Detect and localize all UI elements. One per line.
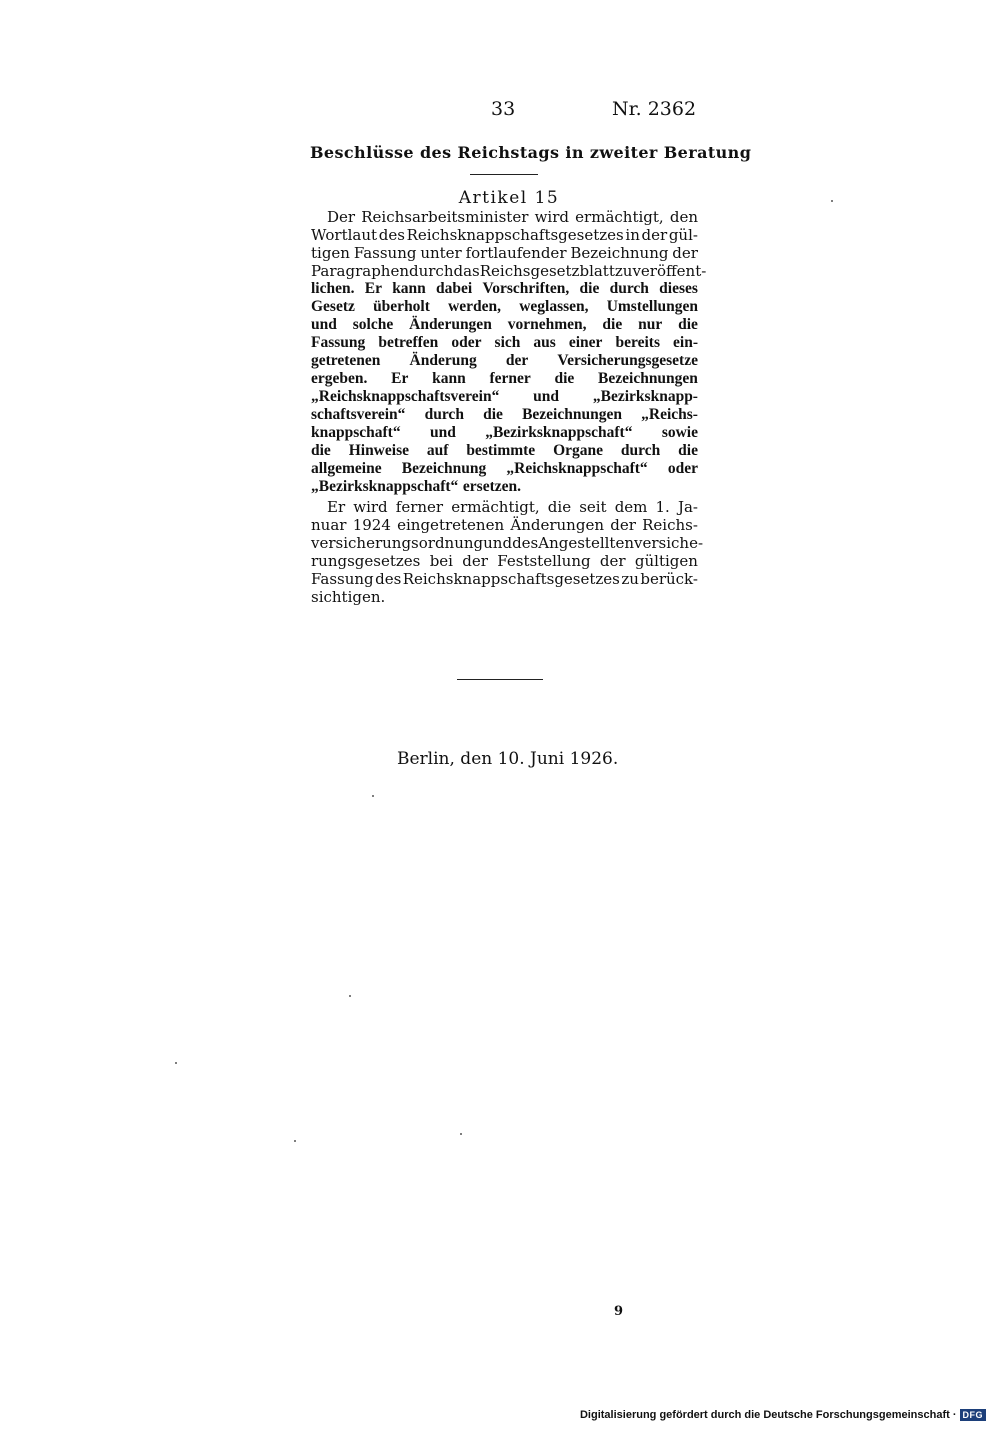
article-line: „Bezirksknappschaft“ ersetzen. (311, 478, 522, 495)
article-line: tigen Fassung unter fortlaufender Bezeichnung der (311, 244, 698, 262)
scan-speck (460, 1133, 462, 1135)
article-line: Fassung des Reichsknappschaftsgesetzes zu berück- (311, 570, 698, 588)
article-line: und solche Änderungen vornehmen, die nur die (311, 316, 698, 333)
footer (580, 1409, 986, 1421)
scan-speck (294, 1140, 296, 1142)
section-heading: Beschlüsse des Reichstags in zweiter Beratung (310, 143, 752, 162)
article-line: schaftsverein“ durch die Bezeichnungen „Reichs- (311, 406, 698, 423)
heading-rule (470, 174, 538, 175)
document-number: Nr. 2362 (612, 98, 697, 120)
scan-speck (349, 995, 351, 997)
article-body (311, 208, 707, 606)
article-line: getretenen Änderung der Versicherungsgesetze (311, 352, 698, 369)
article-line: Wortlaut des Reichsknappschaftsgesetzes in der gül- (311, 226, 698, 244)
article-line: allgemeine Bezeichnung „Reichsknappschaft“ oder (311, 460, 698, 477)
article-line: sichtigen. (311, 588, 386, 606)
page-number: 33 (491, 98, 516, 120)
article-line: „Reichsknappschaftsverein“ und „Bezirksknapp- (311, 388, 698, 405)
article-line: ergeben. Er kann ferner die Bezeichnungen (311, 370, 698, 387)
signature-line: Berlin, den 10. Juni 1926. (397, 749, 619, 769)
article-line: Er wird ferner ermächtigt, die seit dem 1. Ja- (327, 498, 698, 516)
article-line: rungsgesetzes bei der Feststellung der gültigen (311, 552, 698, 570)
article-line: lichen. Er kann dabei Vorschriften, die durch dieses (311, 280, 698, 297)
article-line: knappschaft“ und „Bezirksknappschaft“ sowie (311, 424, 698, 441)
article-line: Der Reichsarbeitsminister wird ermächtigt, den (327, 208, 698, 226)
sheet-number: 9 (614, 1304, 624, 1319)
article-line: Gesetz überholt werden, weglassen, Umstellungen (311, 298, 698, 315)
article-line: nuar 1924 eingetretenen Änderungen der Reichs- (311, 516, 698, 534)
closing-rule (457, 679, 543, 680)
scan-speck (831, 200, 833, 202)
dfg-logo: DFG (960, 1409, 987, 1421)
scan-speck (175, 1062, 177, 1064)
article-line: Paragraphen durch das Reichsgesetzblatt zu veröffent- (311, 262, 707, 280)
scan-speck (372, 795, 374, 797)
footer-text: Digitalisierung gefördert durch die Deutsche Forschungsgemeinschaft · (579, 1409, 957, 1421)
article-title: Artikel 15 (458, 188, 560, 208)
article-line: versicherungsordnung und des Angestelltenversiche- (311, 534, 704, 552)
article-line: die Hinweise auf bestimmte Organe durch die (311, 442, 698, 459)
article-line: Fassung betreffen oder sich aus einer bereits ein- (311, 334, 698, 351)
